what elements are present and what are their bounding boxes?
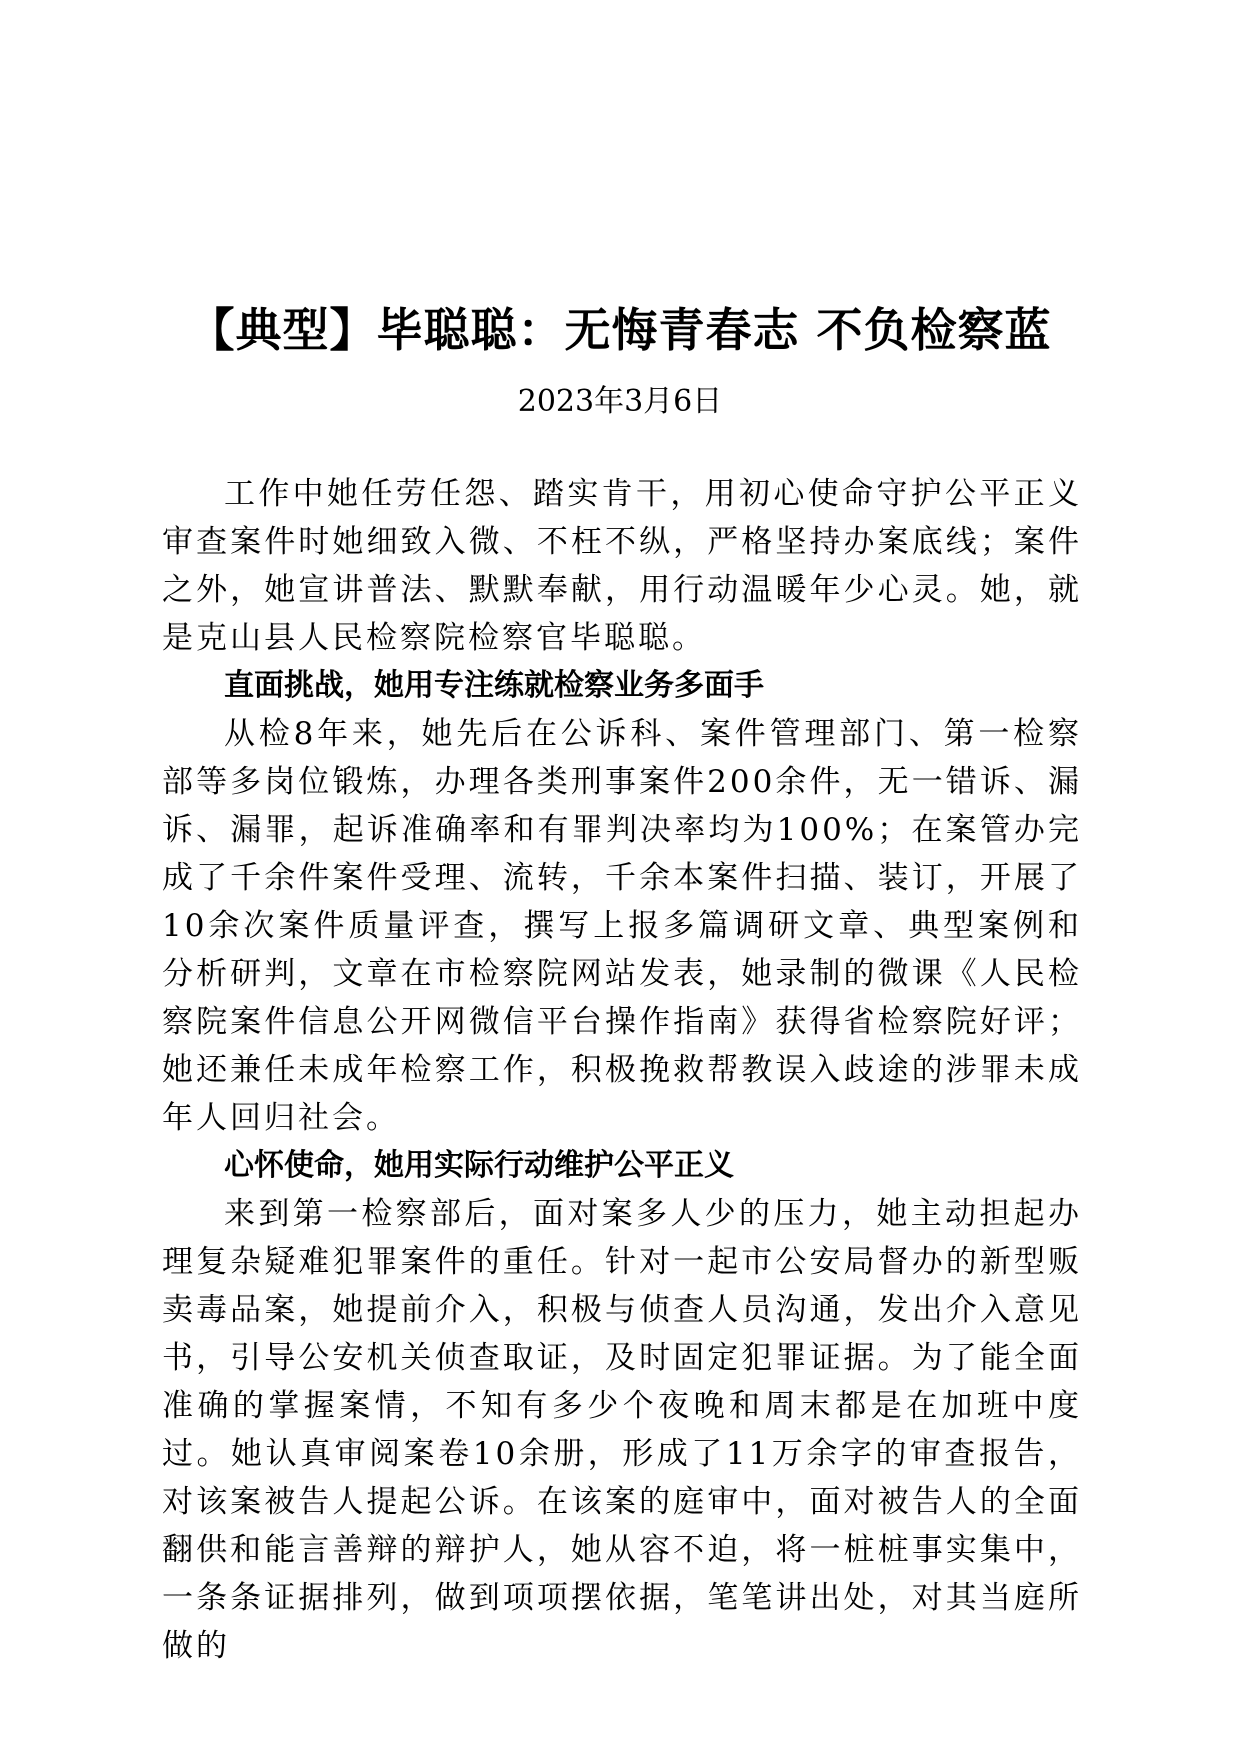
intro-paragraph: 工作中她任劳任怨、踏实肯干，用初心使命守护公平正义审查案件时她细致入微、不枉不纵，严格坚持办案底线；案件之外，她宣讲普法、默默奉献，用行动温暖年少心灵。她，就是克山县人民检察院检察官毕聪聪。	[162, 476, 1082, 656]
section-paragraph-1: 从检8年来，她先后在公诉科、案件管理部门、第一检察部等多岗位锻炼，办理各类刑事案件200余件，无一错诉、漏诉、漏罪，起诉准确率和有罪判决率均为100%；在案管办完成了千余件案件受理、流转，千余本案件扫描、装订，开展了10余次案件质量评查，撰写上报多篇调研文章、典型案例和分析研判，文章在市检察院网站发表，她录制的微课《人民检察院案件信息公开网微信平台操作指南》获得省检察院好评；她还兼任未成年检察工作，积极挽救帮教误入歧途的涉罪未成年人回归社会。	[162, 716, 1082, 1136]
document-body	[162, 470, 1082, 1670]
section-heading-1: 直面挑战，她用专注练就检察业务多面手	[224, 668, 764, 703]
document-date: 2023年3月6日	[517, 384, 723, 419]
section-heading-2: 心怀使命，她用实际行动维护公平正义	[224, 1148, 734, 1183]
section-paragraph-2: 来到第一检察部后，面对案多人少的压力，她主动担起办理复杂疑难犯罪案件的重任。针对一起市公安局督办的新型贩卖毒品案，她提前介入，积极与侦查人员沟通，发出介入意见书，引导公安机关侦查取证，及时固定犯罪证据。为了能全面准确的掌握案情，不知有多少个夜晚和周末都是在加班中度过。她认真审阅案卷10余册，形成了11万余字的审查报告，对该案被告人提起公诉。在该案的庭审中，面对被告人的全面翻供和能言善辩的辩护人，她从容不迫，将一桩桩事实集中，一条条证据排列，做到项项摆依据，笔笔讲出处，对其当庭所做的	[162, 1196, 1082, 1664]
document-title: 【典型】毕聪聪：无悔青春志 不负检察蓝	[188, 303, 1052, 357]
